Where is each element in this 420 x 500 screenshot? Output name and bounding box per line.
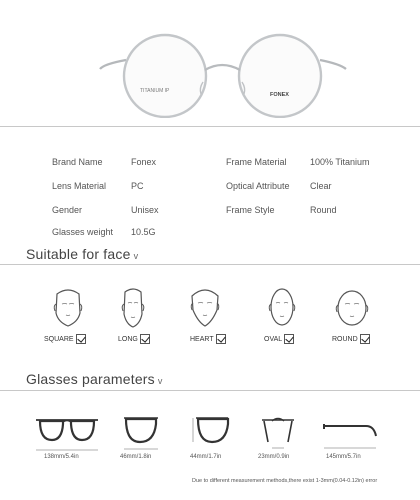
spec-label: Frame Style xyxy=(226,205,275,215)
square-face-icon xyxy=(50,286,86,328)
long-face-icon xyxy=(115,286,151,328)
face-long xyxy=(103,286,163,328)
face-heart xyxy=(175,286,235,328)
spec-value: 10.5G xyxy=(131,227,156,237)
frame-width-icon xyxy=(32,412,102,452)
face-square xyxy=(38,286,98,328)
spec-value: Unisex xyxy=(131,205,159,215)
spec-value: 100% Titanium xyxy=(310,157,370,167)
lens-brand-text: FONEX xyxy=(270,92,289,98)
round-glasses-illustration xyxy=(0,0,420,118)
face-label: SQUARE xyxy=(44,335,74,343)
param-bridge-width xyxy=(258,412,298,457)
temple-text: TITANIUM IP xyxy=(140,88,170,94)
spec-label: Gender xyxy=(52,205,83,215)
measurement-footnote: Due to different measurement methods,there exist 1-3mm(0.04-0.12in) error xyxy=(192,478,378,484)
faces-section-title: Suitable for face v xyxy=(26,246,139,262)
divider-params xyxy=(0,390,420,391)
face-option-oval xyxy=(264,334,294,344)
spec-label: Glasses weight xyxy=(52,227,114,237)
checkbox-checked-icon xyxy=(76,334,86,344)
checkbox-checked-icon xyxy=(360,334,370,344)
face-label: LONG xyxy=(118,335,138,343)
spec-value: PC xyxy=(131,181,144,191)
face-option-round xyxy=(332,334,370,344)
face-label: ROUND xyxy=(332,335,358,343)
spec-label: Lens Material xyxy=(52,181,107,191)
hero-product-image xyxy=(0,0,420,118)
round-face-icon xyxy=(334,286,370,328)
param-temple-length xyxy=(322,412,380,457)
spec-label: Optical Attribute xyxy=(226,181,290,191)
param-label: 138mm/5.4in xyxy=(44,454,79,460)
temple-length-icon xyxy=(322,412,380,452)
caret-down-icon: v xyxy=(157,376,163,386)
spec-label: Frame Material xyxy=(226,157,287,167)
face-oval xyxy=(252,286,312,328)
lens-height-icon xyxy=(190,412,236,452)
param-lens-height xyxy=(190,412,236,457)
checkbox-checked-icon xyxy=(216,334,226,344)
checkbox-checked-icon xyxy=(284,334,294,344)
lens-width-icon xyxy=(118,412,164,452)
param-frame-width xyxy=(32,412,102,457)
face-round xyxy=(322,286,382,328)
oval-face-icon xyxy=(264,286,300,328)
bridge-width-icon xyxy=(258,412,298,452)
params-section-title: Glasses parameters v xyxy=(26,371,163,387)
spec-value: Round xyxy=(310,205,337,215)
face-option-long xyxy=(118,334,150,344)
spec-value: Clear xyxy=(310,181,332,191)
param-label: 23mm/0.9in xyxy=(258,454,290,460)
spec-value: Fonex xyxy=(131,157,157,167)
checkbox-checked-icon xyxy=(140,334,150,344)
face-option-square xyxy=(44,334,86,344)
spec-label: Brand Name xyxy=(52,157,103,167)
caret-down-icon: v xyxy=(133,251,139,261)
face-option-heart xyxy=(190,334,226,344)
face-label: HEART xyxy=(190,335,214,343)
param-label: 44mm/1.7in xyxy=(190,454,222,460)
param-label: 46mm/1.8in xyxy=(120,454,152,460)
param-lens-width xyxy=(118,412,164,457)
divider-top xyxy=(0,126,420,127)
divider-faces xyxy=(0,264,420,265)
face-label: OVAL xyxy=(264,335,283,343)
heart-face-icon xyxy=(187,286,223,328)
param-label: 145mm/5.7in xyxy=(326,454,361,460)
